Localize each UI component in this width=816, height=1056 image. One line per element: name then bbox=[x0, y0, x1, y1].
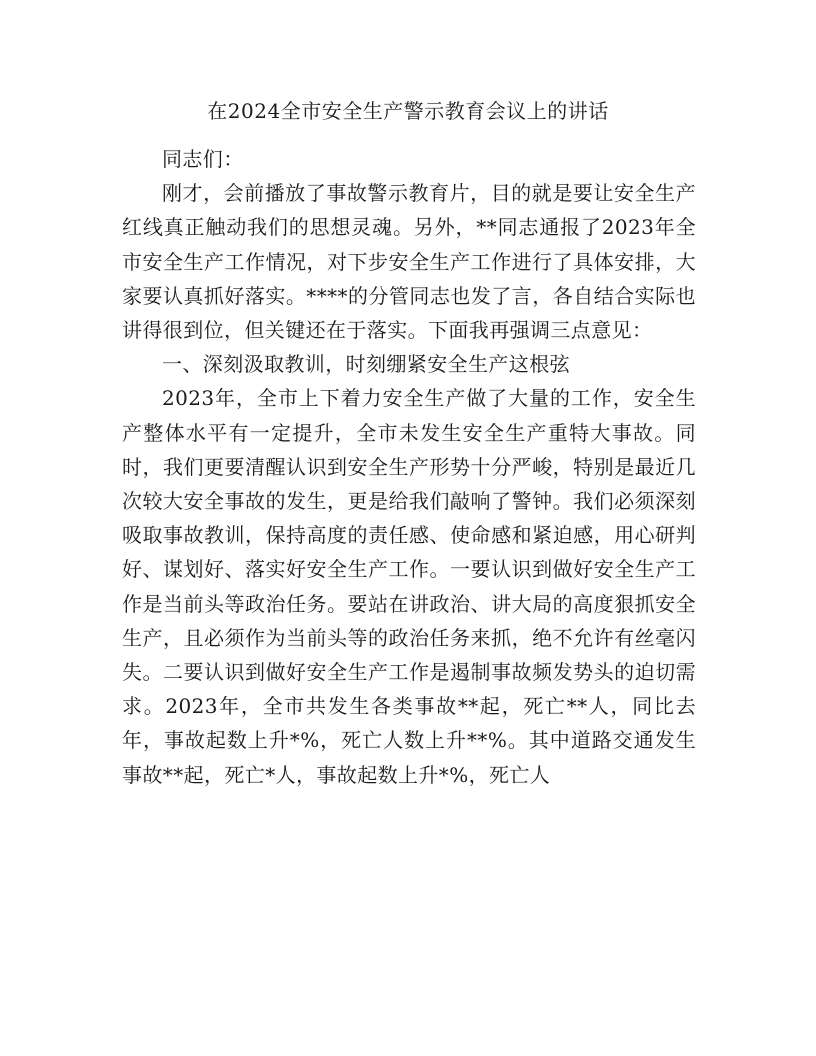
document-title: 在2024全市安全生产警示教育会议上的讲话 bbox=[207, 99, 609, 123]
section-heading-1: 一、深刻汲取教训，时刻绷紧安全生产这根弦 bbox=[162, 352, 570, 377]
paragraph-opening: 刚才，会前播放了事故警示教育片，目的就是要让安全生产红线真正触动我们的思想灵魂。另外，**同志通报了2023年全市安全生产工作情况，对下步安全生产工作进行了具体安排，大家要认真抓好落实。****的分管同志也发了言，各自结合实际也讲得很到位，但关键还在于落实。下面我再强调三点意见： bbox=[122, 181, 696, 343]
paragraph-2023-summary: 2023年，全市上下着力安全生产做了大量的工作，安全生产整体水平有一定提升，全市未发生安全生产重特大事故。同时，我们更要清醒认识到安全生产形势十分严峻，特别是最近几次较大安全事故的发生，更是给我们敲响了警钟。我们必须深刻吸取事故教训，保持高度的责任感、使命感和紧迫感，用心研判好、谋划好、落实好安全生产工作。一要认识到做好安全生产工作是当前头等政治任务。要站在讲政治、讲大局的高度狠抓安全生产，且必须作为当前头等的政治任务来抓，绝不允许有丝毫闪失。二要认识到做好安全生产工作是遏制事故频发势头的迫切需求。2023年，全市共发生各类事故**起，死亡**人，同比去年，事故起数上升*%，死亡人数上升**%。其中道路交通发生事故**起，死亡*人，事故起数上升*%，死亡人 bbox=[122, 386, 696, 787]
salutation: 同志们： bbox=[162, 147, 244, 171]
document-body bbox=[122, 142, 696, 792]
